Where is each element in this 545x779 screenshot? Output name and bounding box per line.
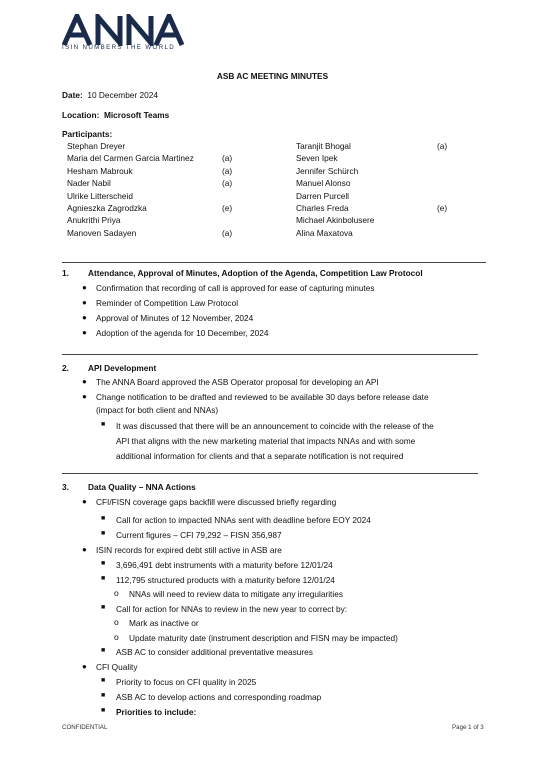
participant-row [296, 214, 476, 226]
list-item: 3,696,491 debt instruments with a maturity before 12/01/24 [116, 560, 333, 570]
bullet-icon: ● [82, 545, 87, 554]
location-value: Microsoft Teams [103, 110, 170, 120]
participant-row [296, 140, 476, 152]
anna-logo-mark [62, 14, 184, 46]
date-label: Date: [62, 90, 83, 100]
list-item: NNAs will need to review data to mitigate any irregularities [129, 589, 343, 599]
participant-name: Agnieszka Zagrodzka [67, 202, 147, 213]
list-item: ISIN records for expired debt still active in ASB are [96, 545, 282, 555]
participant-name: Manoven Sadayen [67, 227, 137, 238]
square-bullet-icon: ■ [101, 515, 106, 522]
meeting-date [62, 90, 158, 100]
bullet-icon: ● [82, 328, 87, 337]
square-bullet-icon: ■ [101, 421, 106, 428]
participant-row [296, 190, 476, 202]
square-bullet-icon: ■ [101, 604, 106, 611]
section-divider [62, 262, 486, 263]
participant-name: Ulrike Litterscheid [67, 190, 133, 201]
participant-row [67, 152, 257, 164]
participant-code: (a) [437, 141, 448, 151]
participant-code: (a) [222, 178, 233, 189]
participant-name: Seven Ipek [296, 153, 338, 164]
circle-bullet-icon: o [114, 632, 119, 642]
participant-row [296, 165, 476, 177]
list-item: CFI/FISN coverage gaps backfill were discussed briefly regarding [96, 497, 337, 507]
square-bullet-icon: ■ [101, 677, 106, 684]
list-item: Reminder of Competition Law Protocol [96, 298, 239, 308]
list-item: It was discussed that there will be an announcement to coincide with the release of the [116, 421, 434, 431]
section-heading-1 [62, 268, 423, 278]
section-number: 2. [62, 363, 69, 373]
bullet-icon: ● [82, 283, 87, 292]
section-heading-3 [62, 482, 196, 492]
section-heading-2 [62, 363, 156, 373]
participant-row [67, 202, 257, 214]
list-item-continued: (impact for both client and NNAs) [96, 405, 219, 415]
list-item: Current figures – CFI 79,292 – FISN 356,987 [116, 530, 282, 540]
participant-row [67, 190, 257, 202]
participant-row [67, 214, 257, 226]
circle-bullet-icon: o [114, 588, 119, 598]
list-item: Change notification to be drafted and reviewed to be available 30 days before release date [96, 392, 429, 402]
participant-row [67, 165, 257, 177]
section-divider [62, 354, 478, 355]
list-item: Approval of Minutes of 12 November, 2024 [96, 313, 254, 323]
section-title: Data Quality – NNA Actions [88, 482, 196, 492]
list-item: Priorities to include: [116, 707, 197, 717]
bullet-icon: ● [82, 377, 87, 386]
section-title: Attendance, Approval of Minutes, Adoption of the Agenda, Competition Law Protocol [88, 268, 423, 278]
circle-bullet-icon: o [114, 617, 119, 627]
section-number: 1. [62, 268, 69, 278]
participant-row [296, 227, 476, 239]
list-item: Priority to focus on CFI quality in 2025 [116, 677, 257, 687]
list-item-continued: additional information for clients and that a separate notification is not required [116, 451, 404, 461]
list-item: Confirmation that recording of call is approved for ease of capturing minutes [96, 283, 375, 293]
participant-row [296, 152, 476, 164]
list-item: The ANNA Board approved the ASB Operator proposal for developing an API [96, 377, 379, 387]
footer-page-number: Page 1 of 3 [452, 724, 484, 731]
participant-name: Alina Maxatova [296, 227, 353, 238]
document-title: ASB AC MEETING MINUTES [216, 71, 329, 81]
square-bullet-icon: ■ [101, 707, 106, 714]
list-item: Update maturity date (instrument description and FISN may be impacted) [129, 633, 398, 643]
square-bullet-icon: ■ [101, 560, 106, 567]
bullet-icon: ● [82, 497, 87, 506]
participant-code: (e) [222, 202, 233, 213]
list-item-continued: API that aligns with the new marketing material that impacts NNAs and with some [116, 436, 416, 446]
location-label: Location: [62, 110, 100, 120]
list-item: Call for action to impacted NNAs sent with deadline before EOY 2024 [116, 515, 371, 525]
participant-name: Nader Nabil [67, 178, 111, 189]
participant-row [296, 202, 476, 214]
list-item: CFI Quality [96, 662, 138, 672]
bullet-icon: ● [82, 313, 87, 322]
participant-row [67, 227, 257, 239]
participant-name: Stephan Dreyer [67, 141, 126, 151]
participant-name: Anukrithi Priya [67, 215, 121, 226]
participant-name: Darren Purcell [296, 190, 350, 201]
section-divider [62, 473, 478, 474]
participant-name: Jennifer Schürch [296, 165, 359, 176]
participant-code: (e) [437, 202, 448, 213]
bullet-icon: ● [82, 298, 87, 307]
list-item: Call for action for NNAs to review in the new year to correct by: [116, 604, 348, 614]
participant-code: (a) [222, 165, 233, 176]
list-item: Mark as inactive or [129, 618, 199, 628]
participant-name: Hesham Mabrouk [67, 165, 133, 176]
list-item: ASB AC to consider additional preventative measures [116, 647, 313, 657]
bullet-icon: ● [82, 392, 87, 401]
footer-confidential: CONFIDENTIAL [62, 724, 108, 731]
bullet-icon: ● [82, 662, 87, 671]
participant-row [67, 177, 257, 189]
participants-heading [62, 129, 112, 139]
participant-code: (a) [222, 227, 233, 238]
participant-row [67, 140, 257, 152]
participants-label: Participants: [62, 129, 113, 139]
square-bullet-icon: ■ [101, 575, 106, 582]
participant-row [296, 177, 476, 189]
participant-name: Taranjit Bhogal [296, 141, 351, 151]
participants-left-column [67, 140, 257, 239]
square-bullet-icon: ■ [101, 647, 106, 654]
participants-right-column [296, 140, 476, 239]
participant-name: Maria del Carmen Garcia Martinez [67, 153, 194, 164]
list-item: 112,795 structured products with a maturity before 12/01/24 [116, 575, 335, 585]
date-value: 10 December 2024 [87, 90, 158, 100]
list-item: ASB AC to develop actions and corresponding roadmap [116, 692, 322, 702]
participant-name: Michael Akinbolusere [296, 215, 375, 226]
square-bullet-icon: ■ [101, 530, 106, 537]
meeting-location [62, 110, 169, 120]
list-item: Adoption of the agenda for 10 December, 2024 [96, 328, 269, 338]
participant-code: (a) [222, 153, 233, 164]
participant-name: Charles Freda [296, 202, 349, 213]
square-bullet-icon: ■ [101, 692, 106, 699]
section-title: API Development [88, 363, 157, 373]
participant-name: Manuel Alonso [296, 178, 351, 189]
logo-tagline: ISIN NUMBERS THE WORLD [62, 44, 176, 51]
section-number: 3. [62, 482, 69, 492]
